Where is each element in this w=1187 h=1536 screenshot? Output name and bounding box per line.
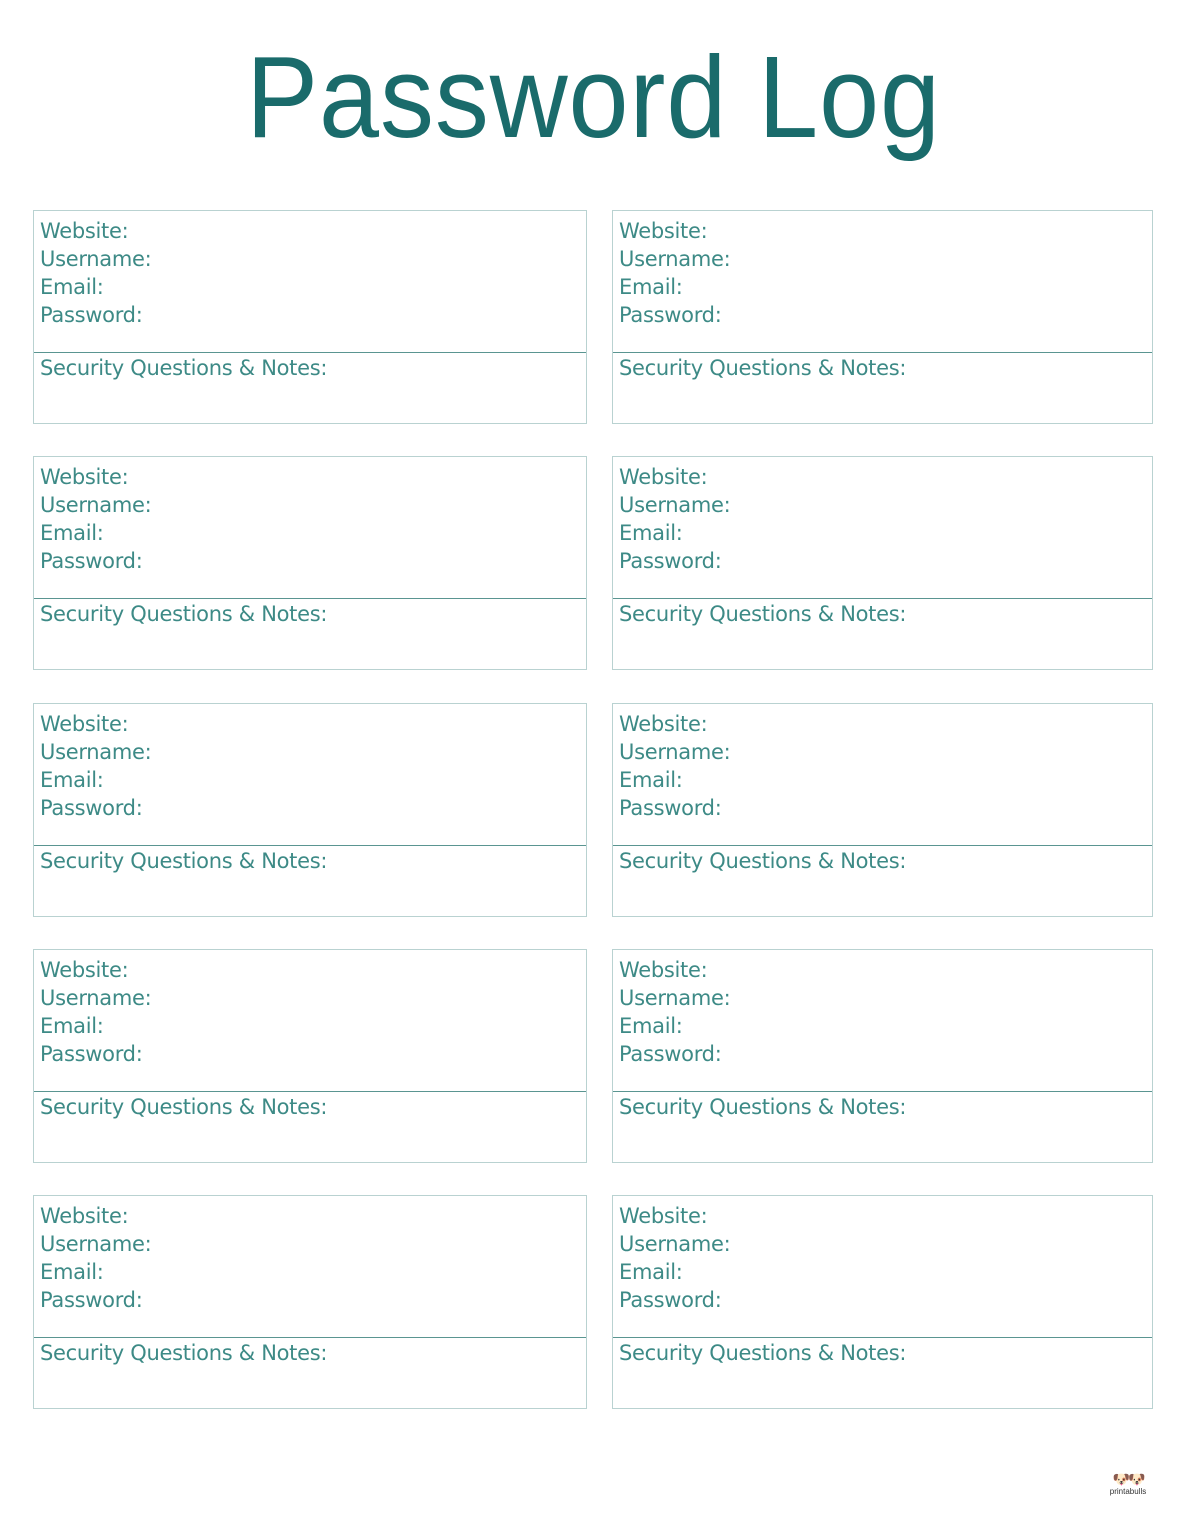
password-entry-card	[33, 1195, 587, 1409]
password-label[interactable]: Password:	[619, 796, 722, 820]
password-label[interactable]: Password:	[40, 796, 143, 820]
notes-label[interactable]: Security Questions & Notes:	[619, 1095, 907, 1119]
notes-label[interactable]: Security Questions & Notes:	[40, 1341, 328, 1365]
email-label[interactable]: Email:	[40, 768, 104, 792]
website-label[interactable]: Website:	[40, 1204, 129, 1228]
section-divider	[34, 598, 586, 599]
password-label[interactable]: Password:	[619, 549, 722, 573]
email-label[interactable]: Email:	[40, 1014, 104, 1038]
password-entry-card	[612, 210, 1153, 424]
email-label[interactable]: Email:	[619, 1014, 683, 1038]
password-entry-card	[33, 210, 587, 424]
website-label[interactable]: Website:	[619, 1204, 708, 1228]
password-label[interactable]: Password:	[619, 1288, 722, 1312]
password-entry-card	[612, 1195, 1153, 1409]
email-label[interactable]: Email:	[40, 275, 104, 299]
section-divider	[613, 352, 1152, 353]
username-label[interactable]: Username:	[40, 740, 152, 764]
username-label[interactable]: Username:	[40, 1232, 152, 1256]
section-divider	[34, 352, 586, 353]
printabulls-logo	[1098, 1473, 1158, 1505]
password-entry-card	[33, 703, 587, 917]
notes-label[interactable]: Security Questions & Notes:	[619, 602, 907, 626]
username-label[interactable]: Username:	[619, 740, 731, 764]
email-label[interactable]: Email:	[619, 768, 683, 792]
page-title: Password Log	[246, 32, 941, 162]
website-label[interactable]: Website:	[619, 219, 708, 243]
password-entry-card	[612, 456, 1153, 670]
email-label[interactable]: Email:	[619, 275, 683, 299]
password-label[interactable]: Password:	[40, 549, 143, 573]
section-divider	[613, 845, 1152, 846]
password-entry-card	[612, 949, 1153, 1163]
username-label[interactable]: Username:	[40, 247, 152, 271]
email-label[interactable]: Email:	[40, 1260, 104, 1284]
password-entry-card	[33, 456, 587, 670]
notes-label[interactable]: Security Questions & Notes:	[40, 602, 328, 626]
username-label[interactable]: Username:	[619, 1232, 731, 1256]
website-label[interactable]: Website:	[40, 712, 129, 736]
website-label[interactable]: Website:	[40, 465, 129, 489]
website-label[interactable]: Website:	[619, 465, 708, 489]
website-label[interactable]: Website:	[619, 958, 708, 982]
password-label[interactable]: Password:	[40, 1288, 143, 1312]
password-entry-card	[612, 703, 1153, 917]
password-label[interactable]: Password:	[619, 1042, 722, 1066]
password-label[interactable]: Password:	[619, 303, 722, 327]
website-label[interactable]: Website:	[619, 712, 708, 736]
email-label[interactable]: Email:	[40, 521, 104, 545]
section-divider	[613, 1337, 1152, 1338]
notes-label[interactable]: Security Questions & Notes:	[40, 356, 328, 380]
brand-name: printabulls	[1109, 1487, 1147, 1496]
email-label[interactable]: Email:	[619, 521, 683, 545]
notes-label[interactable]: Security Questions & Notes:	[40, 849, 328, 873]
username-label[interactable]: Username:	[619, 247, 731, 271]
notes-label[interactable]: Security Questions & Notes:	[40, 1095, 328, 1119]
notes-label[interactable]: Security Questions & Notes:	[619, 849, 907, 873]
username-label[interactable]: Username:	[40, 493, 152, 517]
notes-label[interactable]: Security Questions & Notes:	[619, 1341, 907, 1365]
notes-label[interactable]: Security Questions & Notes:	[619, 356, 907, 380]
section-divider	[34, 1091, 586, 1092]
password-entry-card	[33, 949, 587, 1163]
bulldogs-icon: 🐶🐶	[1112, 1472, 1144, 1488]
website-label[interactable]: Website:	[40, 958, 129, 982]
email-label[interactable]: Email:	[619, 1260, 683, 1284]
username-label[interactable]: Username:	[619, 493, 731, 517]
section-divider	[613, 598, 1152, 599]
username-label[interactable]: Username:	[619, 986, 731, 1010]
password-label[interactable]: Password:	[40, 303, 143, 327]
section-divider	[34, 845, 586, 846]
username-label[interactable]: Username:	[40, 986, 152, 1010]
website-label[interactable]: Website:	[40, 219, 129, 243]
section-divider	[613, 1091, 1152, 1092]
password-label[interactable]: Password:	[40, 1042, 143, 1066]
section-divider	[34, 1337, 586, 1338]
